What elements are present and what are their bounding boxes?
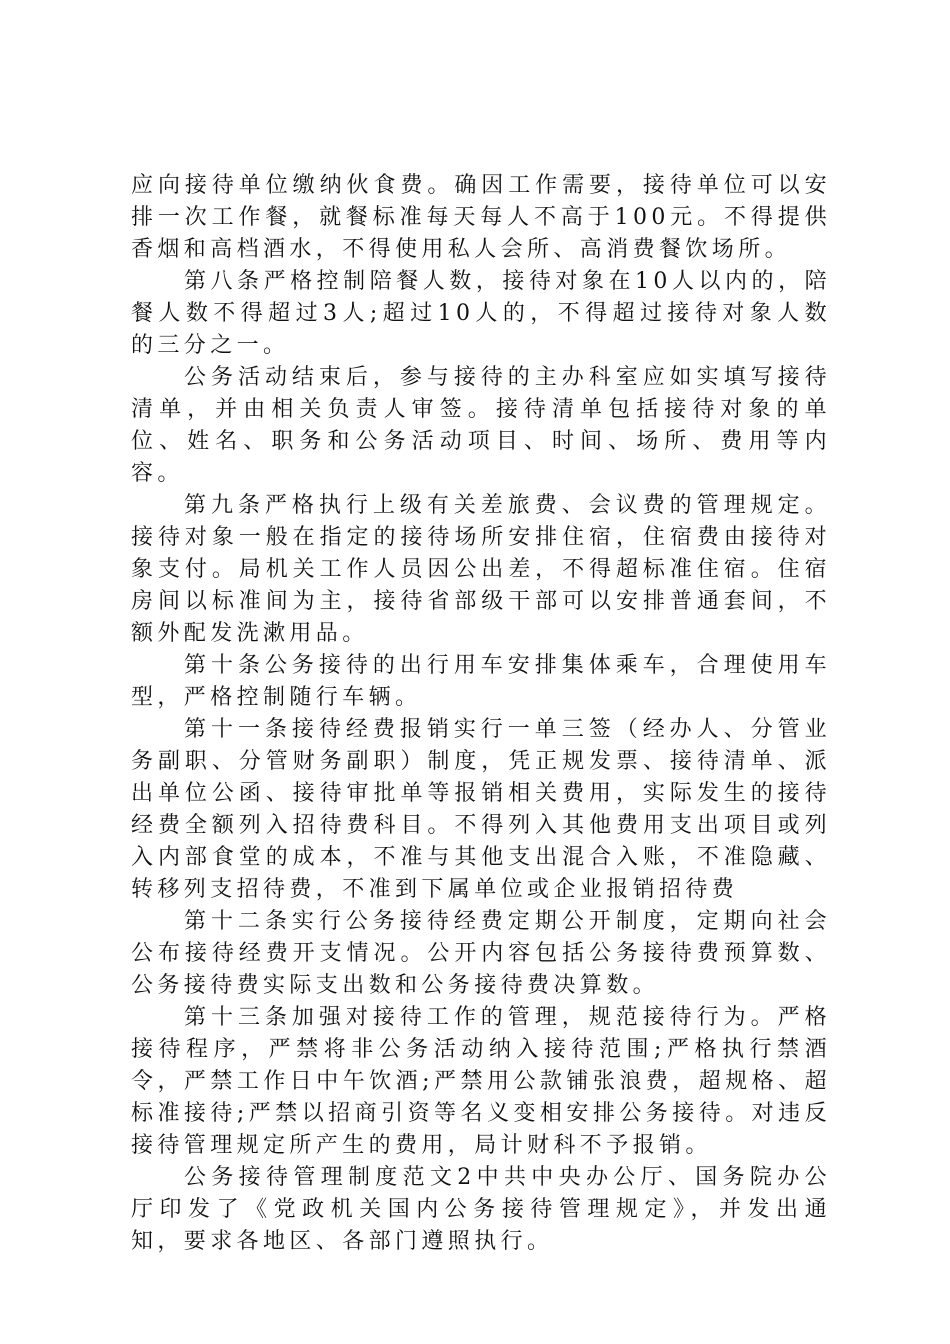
paragraph-reception-list: 公务活动结束后，参与接待的主办科室应如实填写接待清单，并由相关负责人审签。接待清单包括接待对象的单位、姓名、职务和公务活动项目、时间、场所、费用等内容。 [131,365,831,486]
paragraph-continuation: 应向接待单位缴纳伙食费。确因工作需要，接待单位可以安排一次工作餐，就餐标准每天每人不高于100元。不得提供香烟和高档酒水，不得使用私人会所、高消费餐饮场所。 [131,173,831,262]
paragraph-article-10: 第十条公务接待的出行用车安排集体乘车，合理使用车型，严格控制随行车辆。 [131,653,831,710]
paragraph-sample-2: 公务接待管理制度范文2中共中央办公厅、国务院办公厅印发了《党政机关国内公务接待管理规定》，并发出通知，要求各地区、各部门遵照执行。 [131,1165,831,1254]
document-body [131,170,831,1258]
paragraph-article-12: 第十二条实行公务接待经费定期公开制度，定期向社会公布接待经费开支情况。公开内容包括公务接待费预算数、公务接待费实际支出数和公务接待费决算数。 [131,909,831,998]
paragraph-article-8: 第八条严格控制陪餐人数，接待对象在10人以内的，陪餐人数不得超过3人;超过10人的，不得超过接待对象人数的三分之一。 [131,269,831,358]
paragraph-article-13: 第十三条加强对接待工作的管理，规范接待行为。严格接待程序，严禁将非公务活动纳入接待范围;严格执行禁酒令，严禁工作日中午饮酒;严禁用公款铺张浪费，超规格、超标准接待;严禁以招商引资等名义变相安排公务接待。对违反接待管理规定所产生的费用，局计财科不予报销。 [131,1005,831,1158]
paragraph-article-11: 第十一条接待经费报销实行一单三签（经办人、分管业务副职、分管财务副职）制度，凭正规发票、接待清单、派出单位公函、接待审批单等报销相关费用，实际发生的接待经费全额列入招待费科目。不得列入其他费用支出项目或列入内部食堂的成本，不准与其他支出混合入账，不准隐藏、转移列支招待费，不准到下属单位或企业报销招待费 [131,717,831,902]
paragraph-article-9: 第九条严格执行上级有关差旅费、会议费的管理规定。接待对象一般在指定的接待场所安排住宿，住宿费由接待对象支付。局机关工作人员因公出差，不得超标准住宿。住宿房间以标准间为主，接待省部级干部可以安排普通套间，不额外配发洗漱用品。 [131,493,831,646]
